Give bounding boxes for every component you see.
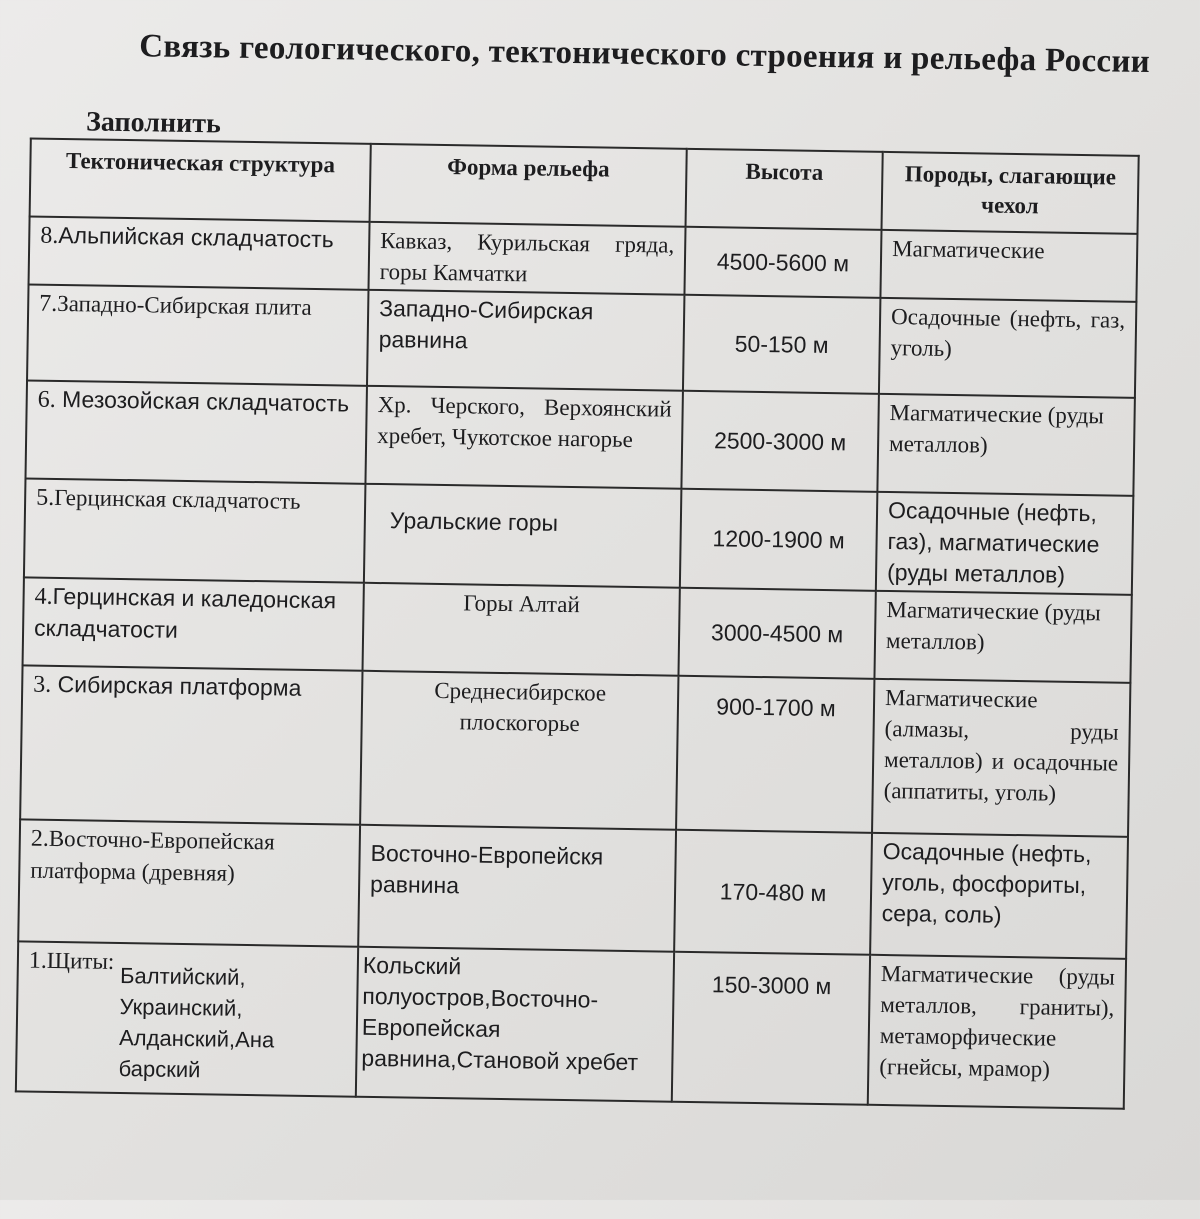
table-row bbox=[18, 819, 1128, 958]
table-row bbox=[25, 380, 1134, 495]
table-row bbox=[24, 478, 1133, 594]
page-title: Связь геологического, тектонического строения и рельефа России bbox=[139, 28, 1151, 81]
header-structure: Тектоническая структура bbox=[30, 139, 371, 222]
structure-cell: 2.Восточно-Европейская платформа (древняя) bbox=[18, 819, 360, 946]
height-cell: 900-1700 м bbox=[676, 676, 874, 833]
rocks-cell: Осадочные (нефть, газ), магматические (руды металлов) bbox=[876, 492, 1134, 595]
relief-cell: Хр. Черского, Верхоянский хребет, Чукотское нагорье bbox=[365, 386, 683, 489]
table-row bbox=[27, 284, 1136, 397]
page-subtitle: Заполнить bbox=[85, 106, 222, 140]
rocks-cell: Осадочные (нефть, газ, уголь) bbox=[879, 298, 1136, 398]
height-cell: 170-480 м bbox=[674, 830, 872, 955]
height-cell: 50-150 м bbox=[683, 295, 880, 394]
height-cell: 3000-4500 м bbox=[678, 588, 875, 679]
structure-cell: 8.Альпийская складчатость bbox=[29, 216, 370, 289]
relief-cell: Кавказ, Курильская гряда, горы Камчатки bbox=[368, 222, 685, 295]
rocks-cell: Осадочные (нефть, уголь, фосфориты, сера, соль) bbox=[870, 833, 1128, 959]
tectonics-table bbox=[15, 137, 1140, 1109]
relief-cell: Западно-Сибирская равнина bbox=[367, 290, 684, 391]
shields-block: 1.Щиты: Балтийский, Украинский, Алданский,Ана барский bbox=[27, 945, 347, 1088]
relief-cell: Уральские горы bbox=[364, 484, 682, 588]
header-rocks: Породы, слагающие чехол bbox=[881, 152, 1138, 234]
rocks-cell: Магматические (алмазы, руды металлов) и осадочные (аппатиты, уголь) bbox=[872, 679, 1130, 837]
structure-cell: 5.Герцинская складчатость bbox=[24, 478, 366, 582]
rocks-cell: Магматические (руды металлов) bbox=[874, 591, 1131, 683]
structure-cell: 6. Мезозойская складчатость bbox=[25, 380, 366, 483]
header-relief: Форма рельефа bbox=[370, 144, 687, 227]
table-row bbox=[16, 941, 1126, 1108]
structure-cell: 7.Западно-Сибирская плита bbox=[27, 284, 368, 385]
shield-item: барский bbox=[118, 1055, 201, 1083]
table-row bbox=[20, 665, 1130, 836]
structure-cell: 4.Герцинская и каледонская складчатости bbox=[23, 577, 364, 670]
structure-cell bbox=[16, 941, 358, 1096]
header-height: Высота bbox=[686, 149, 883, 230]
height-cell: 2500-3000 м bbox=[681, 391, 879, 492]
structure-cell: 3. Сибирская платформа bbox=[20, 665, 362, 824]
shields-list bbox=[118, 946, 275, 1086]
shield-item: Балтийский, bbox=[119, 963, 246, 990]
rocks-cell: Магматические bbox=[880, 230, 1137, 302]
shield-item: Алданский,Ана bbox=[118, 1025, 275, 1053]
height-cell: 150-3000 м bbox=[672, 952, 870, 1105]
shield-item: Украинский, bbox=[119, 994, 243, 1021]
rocks-cell: Магматические (руды металлов) bbox=[877, 394, 1135, 496]
table-row bbox=[23, 577, 1132, 682]
rocks-cell: Магматические (руды металлов, граниты), метаморфические (гнейсы, мрамор) bbox=[868, 955, 1126, 1109]
relief-cell: Среднесибирское плоскогорье bbox=[360, 671, 678, 830]
relief-cell: Восточно-Европейскя равнина bbox=[358, 825, 676, 952]
height-cell: 1200-1900 м bbox=[680, 489, 878, 591]
relief-cell: Горы Алтай bbox=[363, 583, 680, 676]
height-cell: 4500-5600 м bbox=[684, 227, 881, 298]
relief-cell: Кольский полуостров,Восточно-Европейская равнина,Становой хребет bbox=[356, 947, 674, 1102]
